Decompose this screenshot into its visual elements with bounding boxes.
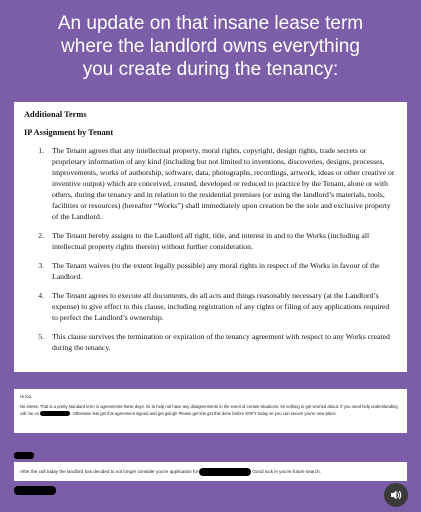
document-subheading: IP Assignment by Tenant [24, 128, 114, 137]
redacted-signature [14, 486, 56, 495]
email-greeting: Hi too, [20, 394, 33, 399]
clause-item [24, 145, 397, 222]
clause-item [24, 260, 397, 282]
clause-text: The Tenant agrees that any intellectual property, moral rights, copyright, design rights, trade secrets or proprietary information of any kind (including but not limited to inventions, discoveries, designs, processes, improvements, works of authorship, software, data, photographs, recordings, artwork, ideas or other creative or inventive output) which are conceived, created, developed or reduced to practice by the Tenant, alone or with others, during the tenancy and in relation to the residential premises (or using the landlord’s materials, tools, facilities or resources) (hereafter “Works”) shall immediately upon creation be the sole and exclusive property of the Landlord. [52, 146, 395, 221]
clause-text: This clause survives the termination or expiration of the tenancy agreement with respect to any Works created during the tenancy. [52, 332, 390, 352]
clause-number: 5. [38, 332, 44, 341]
headline-line-3: you create during the tenancy: [82, 59, 339, 80]
clause-text: The Tenant waives (to the extent legally possible) any moral rights in respect of the Works in favour of the Landlord. [52, 261, 380, 281]
clause-text: The Tenant hereby assigns to the Landlord all right, title, and interest in and to the Works (including all intellectual property rights therein) without further consideration. [52, 231, 370, 251]
headline-line-2: where the landlord owns everything [61, 36, 360, 57]
clause-item [24, 290, 397, 323]
headline [0, 12, 421, 81]
clause-number: 1. [38, 146, 44, 155]
message-text-end: Good luck in you're future search. [252, 469, 321, 474]
speaker-icon [389, 488, 403, 502]
clause-number: 4. [38, 291, 44, 300]
document-heading: Additional Terms [24, 110, 87, 119]
email-body-start: No stress. That is a pretty standard term in agreements these days. Its to help not have any disagreements in the event of certain situations. Its nothing to get worried about. If you need help understanding call me on [20, 404, 398, 416]
sound-toggle-button[interactable] [384, 483, 408, 507]
clause-number: 3. [38, 261, 44, 270]
redacted-sender-name [14, 452, 34, 459]
clause-item [24, 230, 397, 252]
clause-text: The Tenant agrees to execute all documents, do all acts and things reasonably necessary (at the Landlord’s expense) to give effect to this clause, including registration of any rights or filing of any applications required to perfect the Landlord’s ownership. [52, 291, 390, 322]
rejection-message [14, 462, 407, 481]
lease-document-excerpt [14, 102, 407, 372]
redacted-phone-number [40, 411, 70, 416]
message-text-start: After the call today the landlord has decided to not longer consider you're application for [20, 469, 199, 474]
clause-list [24, 145, 397, 353]
headline-line-1: An update on that insane lease term [57, 13, 364, 34]
email-body [20, 404, 401, 417]
clause-number: 2. [38, 231, 44, 240]
email-body-end: . Otherwise lets get this agreement signed and get going!! Please get lets get this done before EOFY today so you can secure you're new place. [70, 410, 337, 416]
redacted-address [199, 468, 251, 476]
clause-item [24, 331, 397, 353]
email-reply [14, 389, 407, 433]
